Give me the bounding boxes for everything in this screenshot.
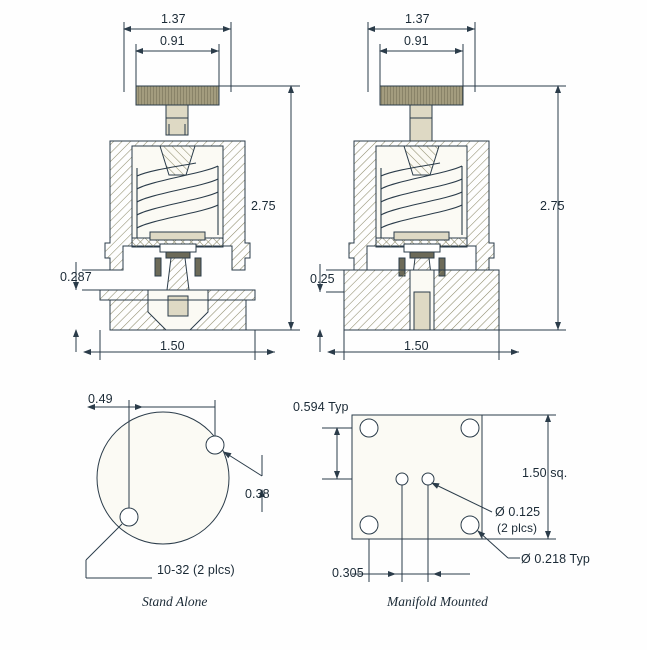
dim-stand-alone-width: 1.50 xyxy=(160,339,185,353)
caption-stand-alone: Stand Alone xyxy=(142,594,208,609)
dim-stand-alone-top-inner: 0.91 xyxy=(160,34,185,48)
dim-stand-alone-top-overall: 1.37 xyxy=(161,12,186,26)
stand-alone-section xyxy=(76,22,300,360)
dim-manifold-base-offset: 0.25 xyxy=(310,272,335,286)
dim-manifold-height: 2.75 xyxy=(540,199,565,213)
stand-alone-bottom-view xyxy=(86,400,262,578)
dim-manifold-width: 1.50 xyxy=(404,339,429,353)
dim-stand-alone-base-offset: 0.287 xyxy=(60,270,92,284)
dim-stand-alone-height: 2.75 xyxy=(251,199,276,213)
dim-manifold-top-overall: 1.37 xyxy=(405,12,430,26)
dim-manifold-small-hole-qty: (2 plcs) xyxy=(497,521,538,535)
dim-manifold-typ-vertical: 0.594 Typ xyxy=(293,400,349,414)
dim-bottom-hole-spacing: 0.38 xyxy=(245,487,270,501)
dim-bottom-hole-offset: 0.49 xyxy=(88,392,113,406)
dim-manifold-square: 1.50 sq. xyxy=(522,466,568,480)
manifold-section xyxy=(320,22,566,360)
dim-manifold-small-hole: Ø 0.125 xyxy=(495,505,541,519)
dim-manifold-horizontal: 0.305 xyxy=(332,566,364,580)
dim-manifold-large-hole: Ø 0.218 Typ xyxy=(521,552,590,566)
caption-manifold-mounted: Manifold Mounted xyxy=(387,594,488,609)
dim-manifold-top-inner: 0.91 xyxy=(404,34,429,48)
note-thread-callout: 10-32 (2 plcs) xyxy=(157,563,235,577)
